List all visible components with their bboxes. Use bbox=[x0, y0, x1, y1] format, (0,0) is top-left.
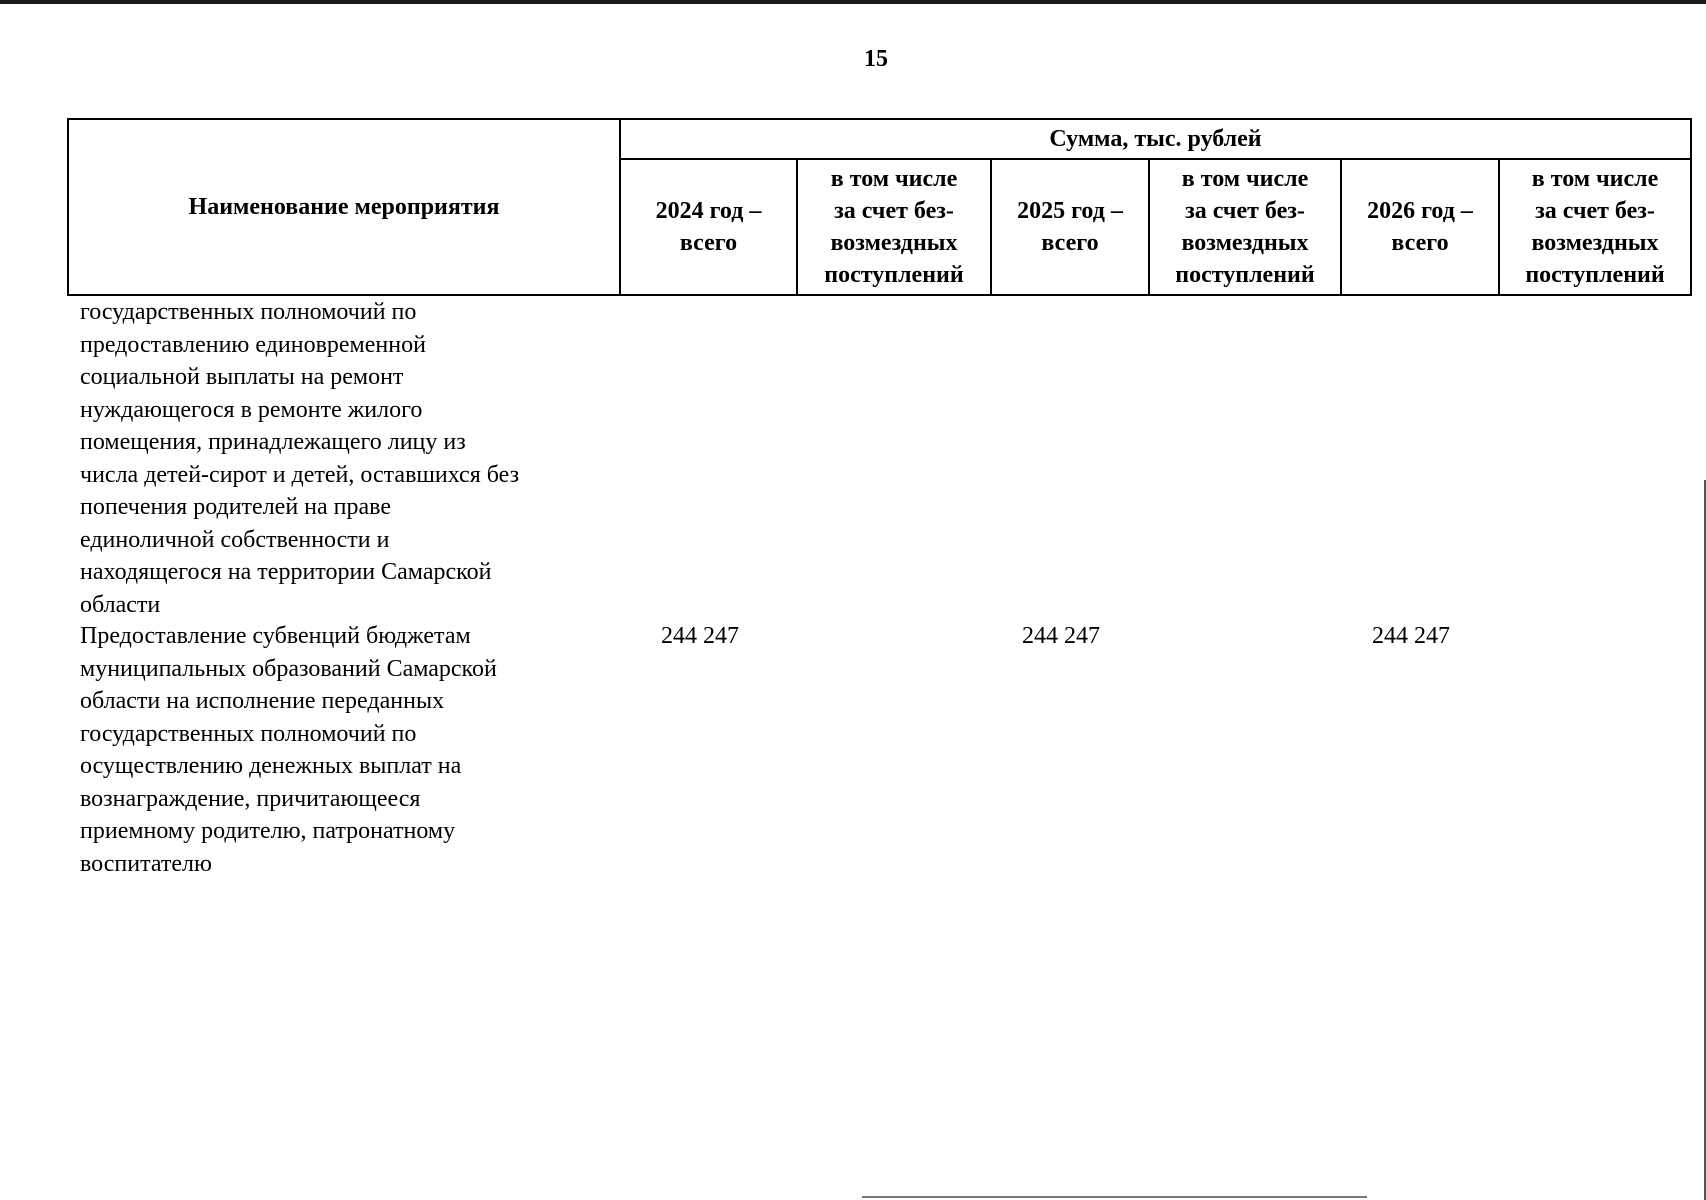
header-sum-group: Сумма, тыс. рублей bbox=[620, 119, 1691, 159]
header-2024-gratuitous: в том числе за счет без- возмездных поступлений bbox=[797, 159, 991, 295]
header-2026-gratuitous: в том числе за счет без- возмездных поступлений bbox=[1499, 159, 1691, 295]
top-border-line bbox=[0, 0, 1706, 4]
header-2025-gratuitous: в том числе за счет без- возмездных поступлений bbox=[1149, 159, 1341, 295]
row-subvention-2024-total: 244 247 bbox=[661, 623, 739, 649]
row-subvention-name: Предоставление субвенций бюджетам муниципальных образований Самарской области на исполнение переданных государственных полномочий по осуществлению денежных выплат на вознаграждение, причитающееся приемному родителю, патронатному воспитателю bbox=[80, 623, 497, 877]
header-2024-total: 2024 год – всего bbox=[620, 159, 797, 295]
header-name-column: Наименование мероприятия bbox=[68, 119, 620, 295]
header-2026-total: 2026 год – всего bbox=[1341, 159, 1499, 295]
bottom-scan-line bbox=[862, 1196, 1367, 1198]
row-subvention-2026-total: 244 247 bbox=[1372, 623, 1450, 649]
row-continued-name: государственных полномочий по предоставлению единовременной социальной выплаты на ремонт нуждающегося в ремонте жилого помещения, принадлежащего лицу из числа детей-сирот и детей, оставшихся без попечения родителей на праве единоличной собственности и находящегося на территории Самарской области bbox=[80, 299, 520, 618]
header-2025-total: 2025 год – всего bbox=[991, 159, 1149, 295]
row-subvention-2025-total: 244 247 bbox=[1022, 623, 1100, 649]
table-header bbox=[67, 118, 1692, 296]
page-number: 15 bbox=[864, 46, 888, 72]
